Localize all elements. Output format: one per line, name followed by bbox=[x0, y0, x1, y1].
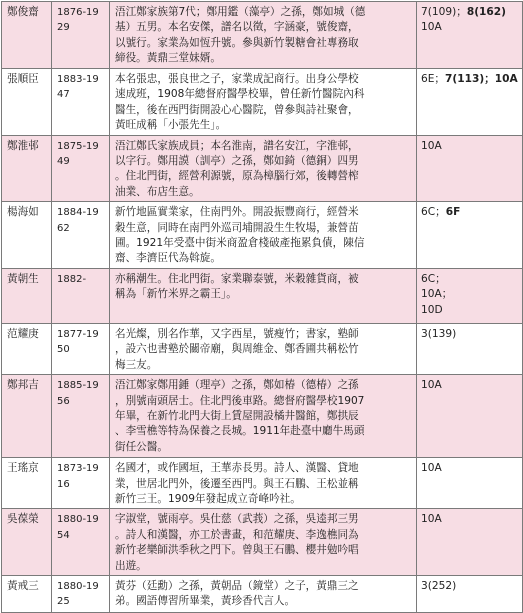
reference-line bbox=[421, 72, 518, 87]
reference-line bbox=[421, 579, 518, 594]
description-line: 、李雪樵等特為保養之長城。1911年赴臺中廳牛馬頭 bbox=[115, 425, 365, 438]
reference-highlight: 6F bbox=[445, 206, 461, 219]
reference-highlight: 8(162) bbox=[466, 6, 506, 18]
person-name-cell: 吳葆榮 bbox=[2, 509, 52, 576]
description-line: 浯江鄭家鄭用錘（理亭）之孫，鄭如椿（德椿）之孫 bbox=[115, 379, 359, 392]
reference-line bbox=[421, 327, 518, 342]
source-reference-cell bbox=[417, 458, 523, 509]
reference-highlight: 7(113)；10A bbox=[445, 73, 518, 85]
description-line: ，設六也書塾於關帝廟，與周維金、鄭香圃共稱松竹 bbox=[115, 343, 359, 356]
reference-line bbox=[421, 272, 518, 287]
description-line: 出遊。 bbox=[115, 559, 147, 572]
reference-line bbox=[421, 205, 518, 220]
description-line: 速成班，1908年總督府醫學校畢，曾任新竹醫院內科 bbox=[115, 88, 365, 101]
reference-line bbox=[421, 512, 518, 527]
description-line: 黃芬（廷勳）之孫，黃朝品（鏡堂）之子，黃鼎三之 bbox=[115, 579, 359, 592]
person-name-cell: 黃戒三 bbox=[2, 575, 52, 612]
reference-text: 10A bbox=[421, 513, 442, 526]
person-name-cell: 王瑤京 bbox=[2, 458, 52, 509]
life-years-cell: 1880-1925 bbox=[52, 575, 110, 612]
reference-line bbox=[421, 5, 518, 20]
description-line: 齋、李濟臣代為斡旋。 bbox=[115, 252, 221, 265]
description-line: 字淑堂，號雨亭。吳仕慈（武莪）之孫，吳逵邦三男 bbox=[115, 513, 359, 526]
life-years-cell: 1882- bbox=[52, 268, 110, 323]
description-line: 名國才，或作國垣，王華赤長男。詩人、漢醫、貸地 bbox=[115, 462, 359, 475]
description-line: 新竹老樂師洪季秋之門下。曾與王石鵬、櫻井勉吟唱 bbox=[115, 544, 359, 557]
person-name-cell: 鄭邦吉 bbox=[2, 375, 52, 458]
source-reference-cell bbox=[417, 2, 523, 69]
reference-text: 10A bbox=[421, 462, 442, 475]
source-reference-cell bbox=[417, 268, 523, 323]
biography-description-cell bbox=[110, 375, 417, 458]
reference-line: 10A bbox=[421, 21, 442, 34]
life-years-cell: 1885-1956 bbox=[52, 375, 110, 458]
description-line: 名光燦，別名作華，又字西星，號瘦竹；書家，塾師 bbox=[115, 327, 359, 340]
table-row bbox=[2, 2, 523, 69]
person-name-cell: 鄭淮邨 bbox=[2, 135, 52, 202]
biography-description-cell bbox=[110, 458, 417, 509]
description-line: 黃旺成稱「小張先生」。 bbox=[115, 119, 227, 132]
description-line: 。住北門街，經營利源號，原為樟腦行郊，後轉營榨 bbox=[115, 170, 359, 183]
reference-text: 6C； bbox=[421, 272, 446, 285]
life-years-cell: 1883-1947 bbox=[52, 69, 110, 136]
description-line: 浯江鄭家族第7代；鄭用鑑（藻亭）之孫，鄭如城（德 bbox=[115, 6, 366, 18]
reference-text: 10A bbox=[421, 379, 442, 392]
source-reference-cell bbox=[417, 202, 523, 269]
source-reference-cell bbox=[417, 323, 523, 374]
description-line: 浯江鄭氏家族成員；本名淮南，譜名安江，字淮邨， bbox=[115, 139, 359, 152]
reference-text: 3(252) bbox=[421, 579, 457, 592]
person-name-cell: 鄭俊齋 bbox=[2, 2, 52, 69]
reference-text: 6C； bbox=[421, 206, 446, 219]
reference-line bbox=[421, 461, 518, 476]
reference-text: 6E； bbox=[421, 73, 446, 85]
description-line: 。詩人和漢醫，亦工於書畫，和范耀庚、李逸樵同為 bbox=[115, 528, 359, 541]
reference-text: 10A bbox=[421, 139, 442, 152]
biography-description-cell bbox=[110, 135, 417, 202]
description-line: 弟。國語傳習所畢業，黃珍香代言人。 bbox=[115, 595, 296, 608]
person-name-cell: 張順臣 bbox=[2, 69, 52, 136]
table-row bbox=[2, 323, 523, 374]
description-line: 亦稱潮生。住北門街。家業聯泰號，米穀雜貨商，被 bbox=[115, 272, 359, 285]
reference-line: 10D bbox=[421, 303, 443, 316]
source-reference-cell bbox=[417, 69, 523, 136]
reference-line: 10A； bbox=[421, 288, 453, 301]
table-row bbox=[2, 69, 523, 136]
person-name-cell: 楊海如 bbox=[2, 202, 52, 269]
biography-description-cell bbox=[110, 575, 417, 612]
description-line: 梅三友。 bbox=[115, 358, 158, 371]
biography-description-cell bbox=[110, 2, 417, 69]
description-line: 醫生，後在西門街開設心心醫院，曾參與詩社聚會， bbox=[115, 103, 359, 116]
description-line: 新竹三王。1909年發起成立奇峰吟社。 bbox=[115, 492, 301, 505]
biography-table bbox=[1, 1, 523, 613]
person-name-cell: 黃朝生 bbox=[2, 268, 52, 323]
life-years-cell: 1876-1929 bbox=[52, 2, 110, 69]
person-name-cell: 范耀庚 bbox=[2, 323, 52, 374]
biography-table-sheet bbox=[1, 1, 522, 608]
description-line: 圃。1921年受臺中街米商盈倉棧破產拖累負債，陳信 bbox=[115, 237, 365, 250]
description-line: 以號行。家業為如恆升號。參與新竹製糖會社專務取 bbox=[115, 36, 359, 49]
biography-table-body bbox=[2, 2, 523, 613]
table-row bbox=[2, 458, 523, 509]
description-line: 街任公醫。 bbox=[115, 440, 168, 453]
description-line: ，別號南頭居士。住北門後車路。總督府醫學校1907 bbox=[115, 394, 365, 407]
biography-description-cell bbox=[110, 69, 417, 136]
reference-line bbox=[421, 378, 518, 393]
source-reference-cell bbox=[417, 375, 523, 458]
description-line: 基）五男。本名安傑，譜名以徵，字涵豪，號俊齋， bbox=[115, 21, 359, 34]
description-line: 以字行。鄭用謨（訓亭）之孫，鄭如錡（德銅）四男 bbox=[115, 155, 359, 168]
source-reference-cell bbox=[417, 575, 523, 612]
life-years-cell: 1880-1954 bbox=[52, 509, 110, 576]
biography-description-cell bbox=[110, 323, 417, 374]
description-line: 油業、布店生意。 bbox=[115, 185, 200, 198]
table-row bbox=[2, 375, 523, 458]
description-line: 本名張忠，張良世之子，家業成記商行。出身公學校 bbox=[115, 73, 359, 85]
reference-text: 3(139) bbox=[421, 327, 457, 340]
source-reference-cell bbox=[417, 135, 523, 202]
description-line: 業，世居北門外，後遷至西門。與王石鵬、王松並稱 bbox=[115, 477, 359, 490]
reference-text: 7(109)； bbox=[421, 6, 467, 18]
description-line: 年畢，在新竹北門大街上賃屋開設橘井醫館，鄭拱辰 bbox=[115, 409, 359, 422]
description-line: 新竹地區實業家，住南門外。開設振豐商行，經營米 bbox=[115, 206, 359, 219]
life-years-cell: 1875-1949 bbox=[52, 135, 110, 202]
description-line: 締役。黃鼎三堂妹婿。 bbox=[115, 52, 221, 65]
life-years-cell: 1884-1962 bbox=[52, 202, 110, 269]
table-row bbox=[2, 202, 523, 269]
table-row bbox=[2, 135, 523, 202]
biography-description-cell bbox=[110, 509, 417, 576]
description-line: 稱為「新竹米界之霸王」。 bbox=[115, 288, 237, 301]
table-row bbox=[2, 509, 523, 576]
table-row bbox=[2, 268, 523, 323]
description-line: 穀生意，同時在南門外巡司埔開設生生牧場，兼營苗 bbox=[115, 221, 359, 234]
source-reference-cell bbox=[417, 509, 523, 576]
table-row bbox=[2, 575, 523, 612]
biography-description-cell bbox=[110, 268, 417, 323]
biography-description-cell bbox=[110, 202, 417, 269]
life-years-cell: 1873-1916 bbox=[52, 458, 110, 509]
reference-line bbox=[421, 139, 518, 154]
life-years-cell: 1877-1950 bbox=[52, 323, 110, 374]
